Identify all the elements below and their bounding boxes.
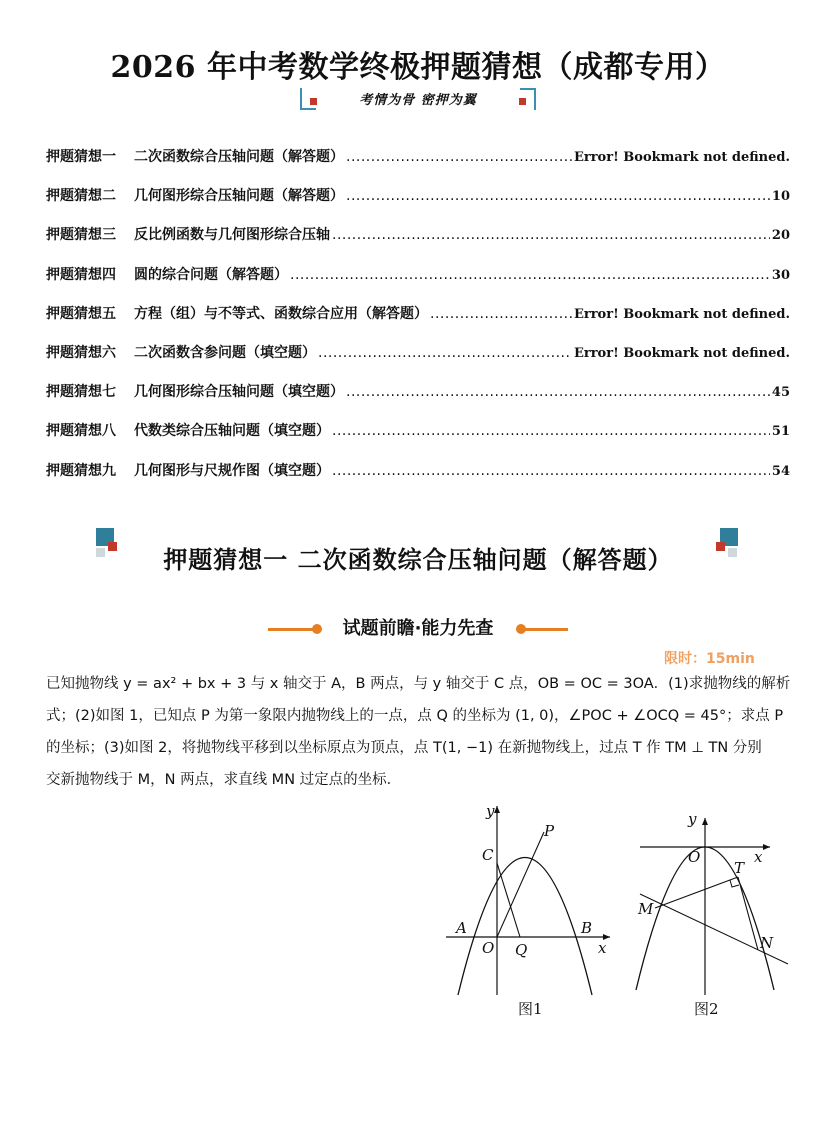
figure-2-diagram [630, 800, 800, 1000]
toc-entry-label: 押题猜想七 [46, 384, 116, 401]
toc-entry-title: 反比例函数与几何图形综合压轴 [134, 227, 330, 244]
fig1-label-A: A [456, 919, 467, 937]
toc-entry-title: 二次函数含参问题（填空题） [134, 344, 316, 361]
toc-entry-page: 20 [771, 228, 790, 244]
toc-entry-title: 代数类综合压轴问题（填空题） [134, 423, 330, 440]
table-of-contents [46, 146, 790, 499]
toc-entry-title: 几何图形综合压轴问题（解答题） [134, 188, 344, 205]
toc-entry-title: 圆的综合问题（解答题） [134, 266, 288, 283]
toc-leader-dots [346, 384, 770, 400]
toc-entry[interactable] [46, 264, 790, 303]
toc-leader-dots [430, 306, 572, 322]
toc-entry-page: 45 [771, 385, 790, 401]
fig2-label-T: T [734, 859, 745, 877]
toc-entry[interactable] [46, 303, 790, 342]
fig1-label-P: P [544, 822, 555, 840]
fig2-label-N: N [760, 934, 774, 952]
problem-line: 交新抛物线于 M，N 两点，求直线 MN 过定点的坐标． [46, 772, 402, 788]
subtitle-text: 考情为骨 密押为翼 [359, 93, 477, 108]
page-title: 2026 年中考数学终极押题猜想（成都专用） [110, 50, 726, 85]
toc-entry[interactable] [46, 460, 790, 499]
toc-entry-title: 二次函数综合压轴问题（解答题） [134, 149, 344, 165]
toc-entry[interactable] [46, 342, 790, 381]
toc-entry[interactable] [46, 146, 790, 185]
toc-entry-title: 方程（组）与不等式、函数综合应用（解答题） [134, 305, 428, 322]
fig2-label-M: M [638, 900, 654, 918]
figures [440, 800, 800, 1030]
subheading-line-right [520, 628, 568, 631]
toc-entry[interactable] [46, 224, 790, 263]
toc-entry-label: 押题猜想八 [46, 423, 116, 440]
toc-entry-page: 54 [771, 463, 790, 479]
section-heading: 押题猜想一 二次函数综合压轴问题（解答题） [163, 546, 673, 574]
red-square-decoration [310, 98, 317, 105]
fig1-label-C: C [482, 846, 494, 864]
fig1-label-O: O [482, 939, 495, 957]
toc-entry-label: 押题猜想一 [46, 149, 116, 165]
fig2-label-x: x [754, 848, 763, 866]
toc-entry-page: Error! Bookmark not defined. [573, 306, 790, 322]
fig2-label-O: O [688, 848, 701, 866]
toc-entry-page: Error! Bookmark not defined. [573, 150, 790, 165]
time-limit: 限时：15min [664, 651, 755, 667]
toc-entry-label: 押题猜想九 [46, 462, 116, 479]
toc-entry-page: 51 [771, 424, 790, 440]
fig1-label-x: x [598, 939, 607, 957]
figure-2-caption: 图2 [694, 1000, 719, 1018]
fig1-label-B: B [581, 919, 593, 937]
toc-leader-dots [318, 345, 572, 361]
toc-entry-label: 押题猜想六 [46, 344, 116, 361]
figure-1-caption: 图1 [518, 1000, 543, 1018]
problem-line: 式；(2)如图 1，已知点 P 为第一象限内抛物线上的一点，点 Q 的坐标为 (1, 0)，∠POC + ∠OCQ = 45°；求点 P [46, 708, 784, 724]
toc-leader-dots [346, 149, 572, 165]
toc-entry-label: 押题猜想四 [46, 266, 116, 283]
toc-entry[interactable] [46, 185, 790, 224]
problem-line: 已知抛物线 y = ax² + bx + 3 与 x 轴交于 A，B 两点，与 y 轴交于 C 点，OB = OC = 3OA．(1)求抛物线的解析 [46, 676, 791, 692]
fig1-label-Q: Q [515, 941, 528, 959]
toc-entry-page: Error! Bookmark not defined. [573, 345, 790, 361]
figure-1-diagram [440, 800, 615, 1000]
bracket-right-decoration [520, 88, 536, 110]
fig1-label-y: y [486, 802, 495, 820]
toc-entry-label: 押题猜想二 [46, 188, 116, 205]
toc-entry[interactable] [46, 381, 790, 420]
toc-entry-label: 押题猜想三 [46, 227, 116, 244]
toc-entry[interactable] [46, 420, 790, 459]
toc-entry-page: 30 [771, 267, 790, 283]
subheading: 试题前瞻·能力先查 [342, 618, 494, 639]
toc-leader-dots [332, 463, 770, 479]
toc-leader-dots [346, 188, 770, 204]
fig2-label-y: y [688, 810, 697, 828]
toc-entry-label: 押题猜想五 [46, 305, 116, 322]
toc-leader-dots [290, 267, 770, 283]
toc-entry-title: 几何图形综合压轴问题（填空题） [134, 384, 344, 401]
toc-leader-dots [332, 227, 770, 243]
toc-entry-page: 10 [771, 189, 790, 205]
toc-entry-title: 几何图形与尺规作图（填空题） [134, 462, 330, 479]
problem-text [46, 668, 790, 796]
subtitle-banner [300, 88, 536, 112]
toc-leader-dots [332, 423, 770, 439]
problem-line: 的坐标；(3)如图 2，将抛物线平移到以坐标原点为顶点，点 T(1, −1) 在新抛物线上，过点 T 作 TM ⊥ TN 分别 [46, 740, 762, 756]
